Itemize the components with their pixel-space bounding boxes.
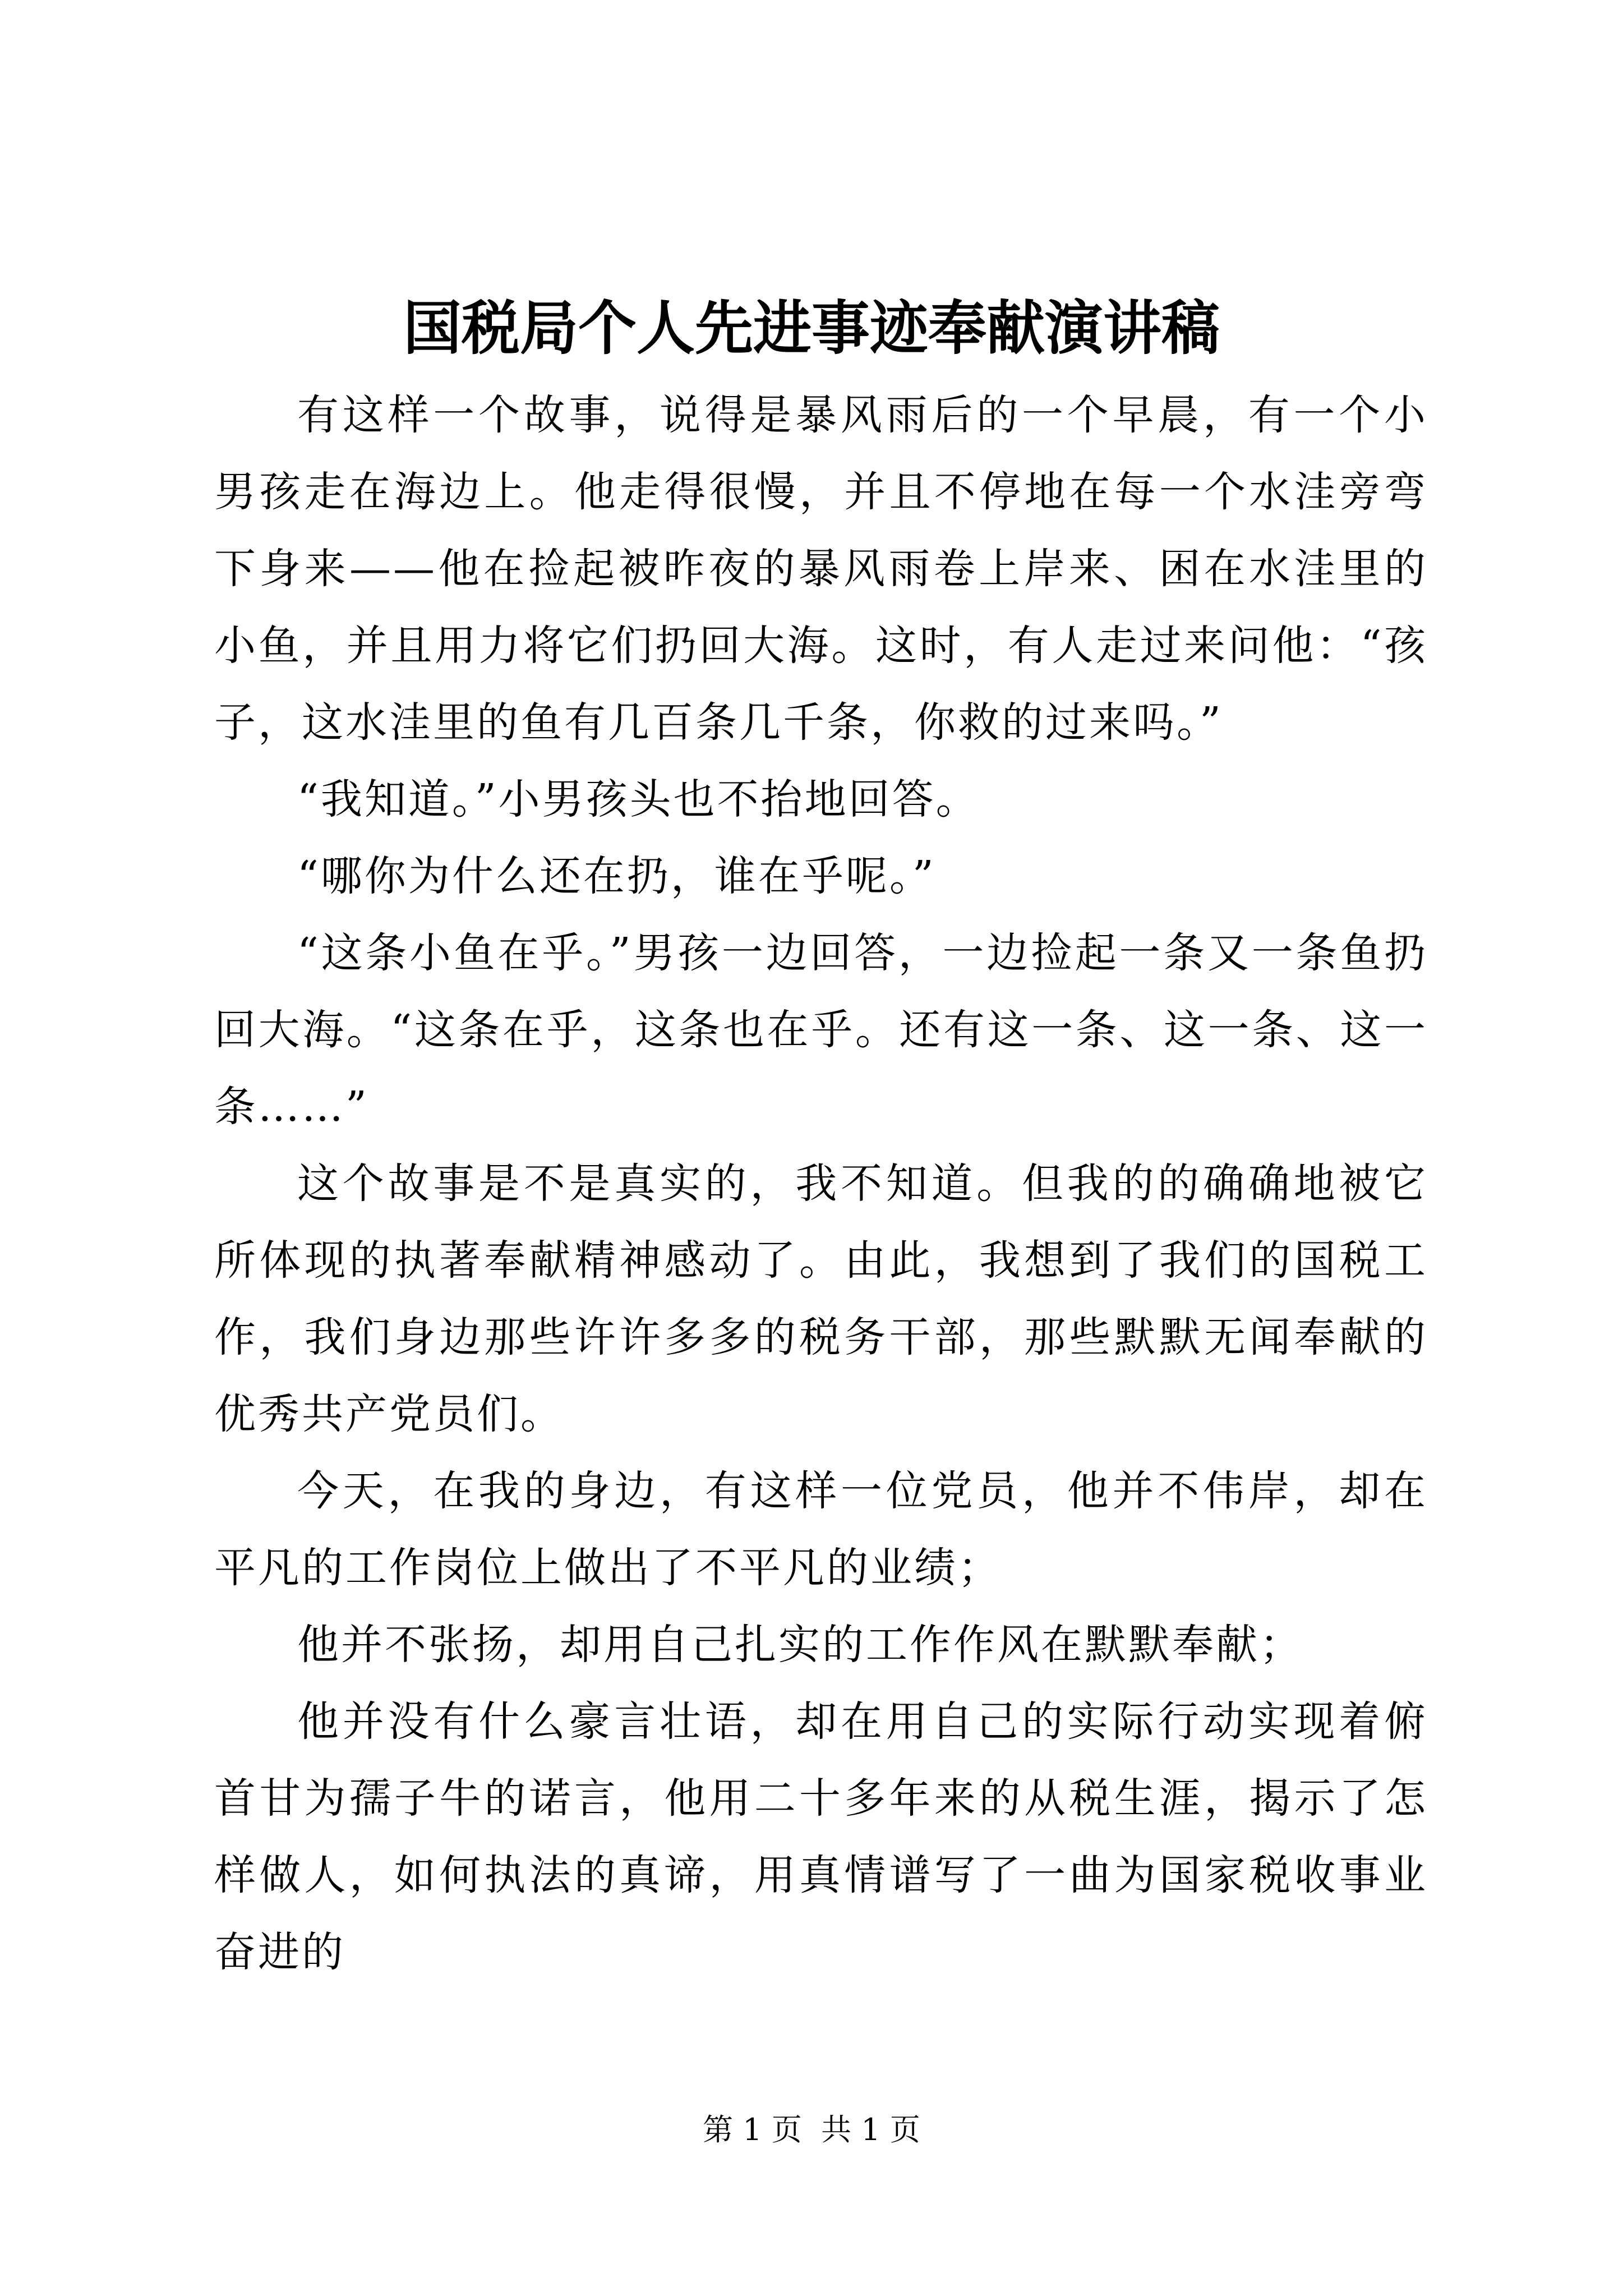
paragraph-boy-reply: “我知道。”小男孩头也不抬地回答。 bbox=[297, 775, 980, 823]
paragraph-question: “哪你为什么还在扔，谁在乎呢。” bbox=[297, 852, 936, 900]
document-body bbox=[214, 377, 1428, 1991]
page-footer: 第 1 页 共 1 页 bbox=[703, 2112, 920, 2147]
paragraph-no-slogans: 他并没有什么豪言壮语，却在用自己的实际行动实现着俯首甘为孺子牛的诺言，他用二十多年来的从税生涯，揭示了怎样做人，如何执法的真谛，用真情谱写了一曲为国家税收事业奋进的 bbox=[214, 1697, 1428, 1976]
paragraph-today: 今天，在我的身边，有这样一位党员，他并不伟岸，却在平凡的工作岗位上做出了不平凡的业绩； bbox=[214, 1467, 1428, 1592]
paragraph-reflection: 这个故事是不是真实的，我不知道。但我的的确确地被它所体现的执著奉献精神感动了。由此，我想到了我们的国税工作，我们身边那些许许多多的税务干部，那些默默无闻奉献的优秀共产党员们。 bbox=[214, 1159, 1428, 1438]
paragraph-story-intro: 有这样一个故事，说得是暴风雨后的一个早晨，有一个小男孩走在海边上。他走得很慢，并且不停地在每一个水洼旁弯下身来——他在捡起被昨夜的暴风雨卷上岸来、困在水洼里的小鱼，并且用力将它们扔回大海。这时，有人走过来问他：“孩子，这水洼里的鱼有几百条几千条，你救的过来吗。” bbox=[214, 391, 1428, 747]
paragraph-boy-answer: “这条小鱼在乎。”男孩一边回答，一边捡起一条又一条鱼扔回大海。“这条在乎，这条也在乎。还有这一条、这一条、这一条……” bbox=[214, 929, 1428, 1131]
document-title: 国税局个人先进事迹奉献演讲稿 bbox=[403, 293, 1220, 362]
paragraph-not-showy: 他并不张扬，却用自己扎实的工作作风在默默奉献； bbox=[297, 1621, 1303, 1669]
